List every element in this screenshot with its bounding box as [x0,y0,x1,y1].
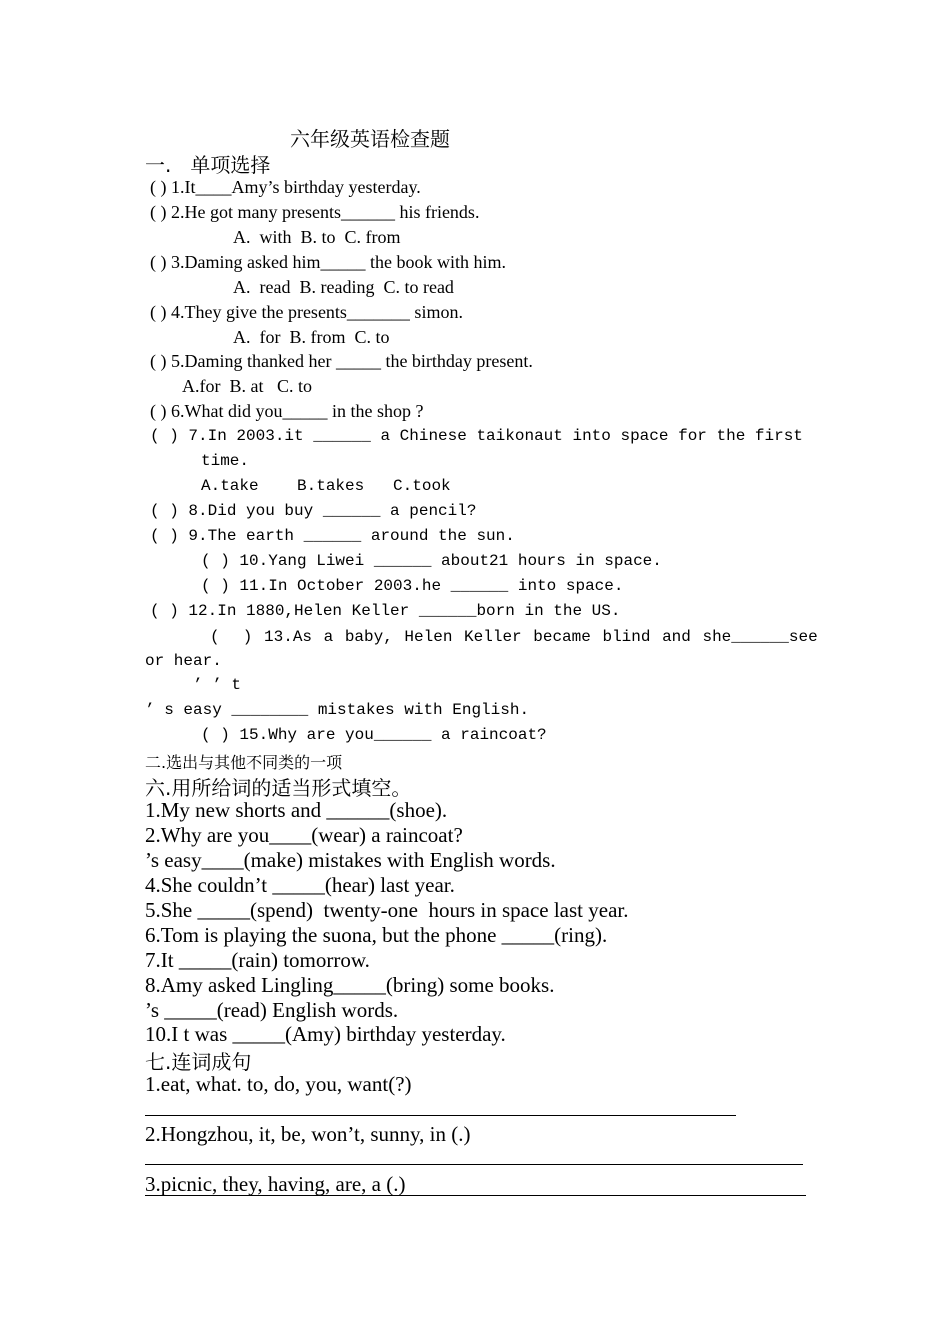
question-line: ’ s easy ________ mistakes with English. [145,701,530,719]
page-title: 六年级英语检查题 [290,127,450,151]
fill-in-line: 5.She _____(spend) twenty-one hours in space last year. [145,898,629,922]
fill-in-line: 4.She couldn’t _____(hear) last year. [145,873,455,897]
question-line: ( ) 7.In 2003.it ______ a Chinese taikonaut into space for the first [150,427,803,445]
fill-in-line: 8.Amy asked Lingling_____(bring) some books. [145,973,555,997]
answer-line[interactable] [145,1195,806,1196]
section-6-heading: 六.用所给词的适当形式填空。 [145,776,412,800]
section-2-heading: 二.选出与其他不同类的一项 [145,753,343,772]
question-line: ( ) 15.Why are you______ a raincoat? [201,726,547,744]
question-line: ( ) 10.Yang Liwei ______ about21 hours in space. [201,552,662,570]
fill-in-line: 6.Tom is playing the suona, but the phone _____(ring). [145,923,608,947]
question-line-continued: time. [201,452,250,470]
answer-line[interactable] [145,1164,803,1165]
options-line: A. with B. to C. from [233,227,401,247]
question-line: ( ) 12.In 1880,Helen Keller ______born in the US. [150,602,621,620]
options-line: A. for B. from C. to [233,327,390,347]
options-line: A. read B. reading C. to read [233,277,454,297]
question-line: ( ) 8.Did you buy ______ a pencil? [150,502,477,520]
question-line: ( ) 6.What did you_____ in the shop ? [150,401,424,421]
question-line: ( ) 4.They give the presents_______ simon. [150,302,463,322]
question-line: ( ) 5.Daming thanked her _____ the birthday present. [150,351,533,371]
question-line: ( ) 9.The earth ______ around the sun. [150,527,515,545]
fill-in-line: ’s _____(read) English words. [145,998,399,1022]
question-line-continued: or hear. [145,652,222,670]
question-line: ( ) 2.He got many presents______ his friends. [150,202,480,222]
fill-in-line: 1.My new shorts and ______(shoe). [145,798,448,822]
fill-in-line: 10.I t was _____(Amy) birthday yesterday. [145,1022,506,1046]
fill-in-line: 7.It _____(rain) tomorrow. [145,948,370,972]
question-line: ( ) 1.It____Amy’s birthday yesterday. [150,177,421,197]
options-line: A.for B. at C. to [182,376,312,396]
question-line: ( ) 3.Daming asked him_____ the book with him. [150,252,506,272]
section-1-heading: 一. 单项选择 [145,153,271,177]
section-7-heading: 七.连词成句 [145,1050,252,1074]
word-order-line: 3.picnic, they, having, are, a (.) [145,1172,406,1196]
question-line: ( ) 13.As a baby, Helen Keller became blind and she______see [210,628,818,646]
fill-in-line: ’s easy____(make) mistakes with English words. [145,848,556,872]
question-line-fragment: ’ ’ t [193,676,242,694]
options-line: A.take B.takes C.took [201,477,451,495]
fill-in-line: 2.Why are you____(wear) a raincoat? [145,823,463,847]
answer-line[interactable] [145,1115,736,1116]
word-order-line: 2.Hongzhou, it, be, won’t, sunny, in (.) [145,1122,471,1146]
question-line: ( ) 11.In October 2003.he ______ into space. [201,577,624,595]
word-order-line: 1.eat, what. to, do, you, want(?) [145,1072,412,1096]
